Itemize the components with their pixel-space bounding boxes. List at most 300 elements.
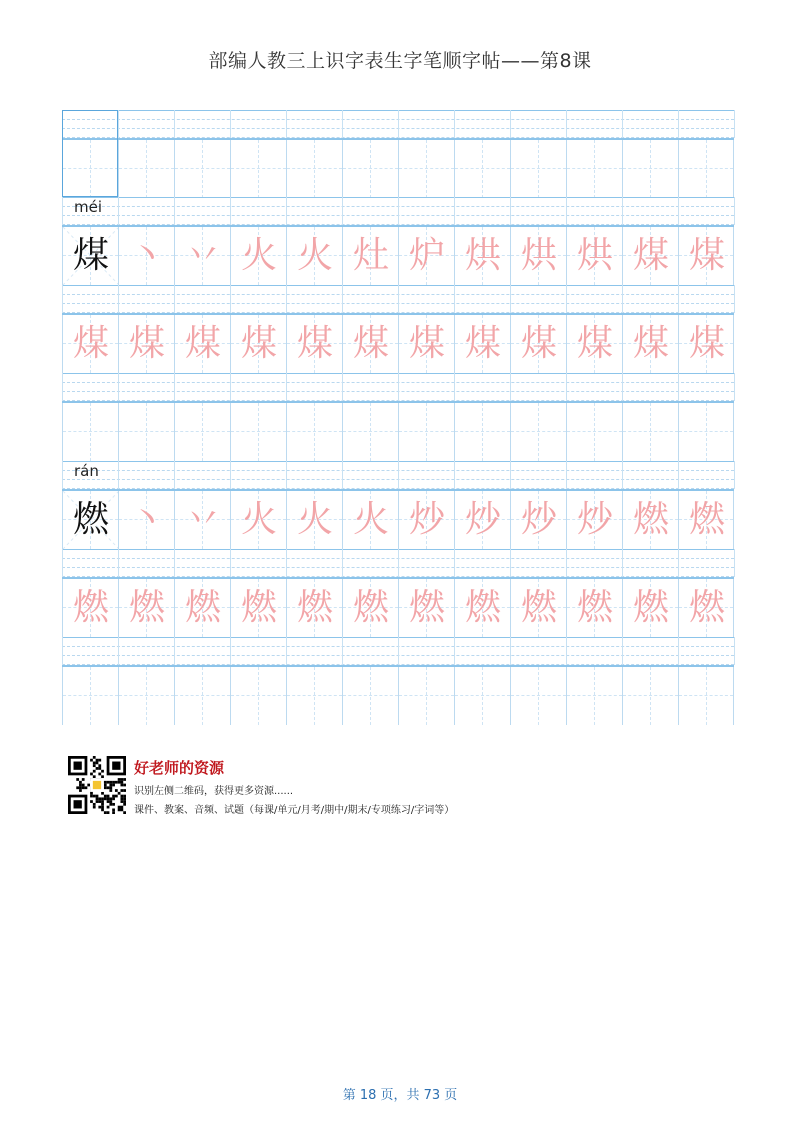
staff-divider xyxy=(62,461,63,489)
stroke-step-character: 丶 xyxy=(128,499,165,540)
trace-character: 燃 xyxy=(72,587,109,628)
staff-divider xyxy=(174,197,175,225)
tian-grid-cell[interactable] xyxy=(174,315,230,373)
tian-grid-cell[interactable] xyxy=(118,491,174,549)
tian-grid-cell[interactable] xyxy=(454,227,510,285)
staff-divider xyxy=(566,461,567,489)
staff-divider xyxy=(510,637,511,665)
cell-guide-horizontal xyxy=(399,695,454,696)
tian-grid-cell[interactable] xyxy=(566,491,622,549)
staff-divider xyxy=(566,373,567,401)
tian-grid-cell[interactable] xyxy=(510,579,566,637)
cell-guide-horizontal xyxy=(623,695,678,696)
cell-guide-vertical xyxy=(650,403,651,461)
tian-grid-cell[interactable] xyxy=(230,403,286,461)
pinyin-band xyxy=(62,637,734,665)
staff-divider xyxy=(398,197,399,225)
tian-grid-cell[interactable] xyxy=(678,403,734,461)
cell-guide-horizontal xyxy=(119,695,174,696)
tian-grid-cell[interactable] xyxy=(118,140,174,198)
tian-grid-cell[interactable] xyxy=(62,491,118,549)
tian-grid-cell[interactable] xyxy=(566,667,622,725)
cell-guide-horizontal xyxy=(175,431,230,432)
cell-guide-horizontal xyxy=(679,695,733,696)
trace-character: 燃 xyxy=(128,587,165,628)
trace-character: 燃 xyxy=(464,587,501,628)
staff-divider xyxy=(678,110,679,138)
tian-grid-cell[interactable] xyxy=(342,315,398,373)
tian-grid-cell[interactable] xyxy=(566,579,622,637)
staff-divider xyxy=(62,285,63,313)
stroke-step-character: 火 xyxy=(296,235,333,276)
staff-divider xyxy=(342,373,343,401)
cell-guide-horizontal xyxy=(119,168,174,169)
cell-guide-horizontal xyxy=(567,168,622,169)
staff-divider xyxy=(230,637,231,665)
pinyin-label: méi xyxy=(74,198,103,216)
staff-divider xyxy=(118,549,119,577)
cell-guide-vertical xyxy=(482,140,483,198)
stroke-step-character: 炒 xyxy=(464,499,501,540)
stroke-step-character: 火 xyxy=(240,499,277,540)
tian-grid-cell[interactable] xyxy=(398,667,454,725)
staff-divider xyxy=(734,373,735,401)
tian-grid-cell[interactable] xyxy=(118,403,174,461)
cell-guide-horizontal xyxy=(511,431,566,432)
staff-divider xyxy=(174,110,175,138)
pinyin-band xyxy=(62,197,734,225)
character-row xyxy=(62,138,734,198)
cell-guide-horizontal xyxy=(231,695,286,696)
staff-divider xyxy=(734,285,735,313)
staff-divider xyxy=(510,285,511,313)
staff-divider xyxy=(398,110,399,138)
staff-divider xyxy=(174,637,175,665)
tian-grid-cell[interactable] xyxy=(118,579,174,637)
staff-divider xyxy=(118,373,119,401)
tian-grid-cell[interactable] xyxy=(62,403,118,461)
cell-guide-horizontal xyxy=(567,431,622,432)
cell-guide-horizontal xyxy=(231,168,286,169)
cell-guide-horizontal xyxy=(623,168,678,169)
promo-headline: 好老师的资源 xyxy=(134,759,225,777)
tian-grid-cell[interactable] xyxy=(286,140,342,198)
tian-grid-cell[interactable] xyxy=(174,667,230,725)
tian-grid-cell[interactable] xyxy=(454,403,510,461)
staff-divider xyxy=(734,637,735,665)
character-row xyxy=(62,313,734,373)
cell-guide-vertical xyxy=(482,403,483,461)
cell-guide-vertical xyxy=(314,403,315,461)
stroke-step-character: 灶 xyxy=(352,235,389,276)
staff-divider xyxy=(118,110,119,138)
staff-divider xyxy=(454,637,455,665)
tian-grid-cell[interactable] xyxy=(678,315,734,373)
tian-grid-cell[interactable] xyxy=(342,491,398,549)
tian-grid-cell[interactable] xyxy=(510,140,566,198)
stroke-step-character: 炉 xyxy=(408,235,445,276)
trace-character: 燃 xyxy=(408,587,445,628)
tian-grid-cell[interactable] xyxy=(398,403,454,461)
stroke-step-character: 烘 xyxy=(576,235,613,276)
character-row xyxy=(62,225,734,285)
trace-character: 燃 xyxy=(576,587,613,628)
cell-guide-vertical xyxy=(314,667,315,725)
cell-guide-vertical xyxy=(538,140,539,198)
cell-guide-horizontal xyxy=(511,168,566,169)
tian-grid-cell[interactable] xyxy=(678,227,734,285)
tian-grid-cell[interactable] xyxy=(398,140,454,198)
stroke-step-character: 丷 xyxy=(184,499,221,540)
trace-character: 煤 xyxy=(240,323,277,364)
cell-guide-vertical xyxy=(370,140,371,198)
staff-divider xyxy=(510,110,511,138)
staff-divider xyxy=(342,549,343,577)
cell-guide-vertical xyxy=(202,403,203,461)
cell-guide-vertical xyxy=(426,667,427,725)
cell-guide-horizontal xyxy=(287,431,342,432)
staff-divider xyxy=(286,373,287,401)
tian-grid-cell[interactable] xyxy=(118,227,174,285)
tian-grid-cell[interactable] xyxy=(342,227,398,285)
stroke-step-character: 煤 xyxy=(688,235,725,276)
staff-divider xyxy=(678,637,679,665)
trace-character: 煤 xyxy=(688,323,725,364)
staff-divider xyxy=(622,461,623,489)
cell-guide-vertical xyxy=(650,140,651,198)
staff-divider xyxy=(454,110,455,138)
cell-guide-horizontal xyxy=(63,431,118,432)
trace-character: 燃 xyxy=(352,587,389,628)
tian-grid-cell[interactable] xyxy=(566,227,622,285)
staff-divider xyxy=(342,461,343,489)
stroke-step-character: 炒 xyxy=(520,499,557,540)
trace-character: 煤 xyxy=(72,323,109,364)
tian-grid-cell[interactable] xyxy=(230,491,286,549)
staff-divider xyxy=(622,637,623,665)
tian-grid-cell[interactable] xyxy=(622,579,678,637)
tian-grid-cell[interactable] xyxy=(622,403,678,461)
tian-grid-cell[interactable] xyxy=(174,491,230,549)
cell-guide-vertical xyxy=(650,667,651,725)
staff-divider xyxy=(342,197,343,225)
pinyin-band xyxy=(62,110,734,138)
trace-character: 煤 xyxy=(520,323,557,364)
cell-guide-horizontal xyxy=(343,695,398,696)
character-row xyxy=(62,401,734,461)
tian-grid-cell[interactable] xyxy=(342,579,398,637)
model-character: 煤 xyxy=(72,235,109,276)
stroke-step-character: 燃 xyxy=(632,499,669,540)
staff-divider xyxy=(622,373,623,401)
blank-header-area xyxy=(62,110,734,197)
cell-guide-vertical xyxy=(594,667,595,725)
tian-grid-cell[interactable] xyxy=(230,315,286,373)
staff-divider xyxy=(342,637,343,665)
tian-grid-cell[interactable] xyxy=(286,315,342,373)
cell-guide-horizontal xyxy=(175,695,230,696)
stroke-step-character: 燃 xyxy=(688,499,725,540)
tian-grid-cell[interactable] xyxy=(118,315,174,373)
cell-guide-vertical xyxy=(706,403,707,461)
tian-grid-cell[interactable] xyxy=(566,403,622,461)
tian-grid-cell[interactable] xyxy=(510,667,566,725)
staff-divider xyxy=(510,461,511,489)
staff-divider xyxy=(230,285,231,313)
cell-guide-horizontal xyxy=(119,431,174,432)
cell-guide-vertical xyxy=(538,403,539,461)
staff-divider xyxy=(174,549,175,577)
staff-divider xyxy=(286,110,287,138)
tian-grid-cell[interactable] xyxy=(622,491,678,549)
cell-guide-horizontal xyxy=(455,431,510,432)
cell-guide-horizontal xyxy=(511,695,566,696)
tian-grid-cell[interactable] xyxy=(286,667,342,725)
cell-guide-horizontal xyxy=(343,431,398,432)
staff-divider xyxy=(62,197,63,225)
tian-grid-cell[interactable] xyxy=(454,579,510,637)
model-character: 燃 xyxy=(72,499,109,540)
tian-grid-cell[interactable] xyxy=(398,227,454,285)
stroke-step-character: 煤 xyxy=(632,235,669,276)
staff-divider xyxy=(622,110,623,138)
staff-divider xyxy=(566,549,567,577)
cell-guide-vertical xyxy=(370,403,371,461)
staff-divider xyxy=(510,549,511,577)
trace-character: 燃 xyxy=(296,587,333,628)
tian-grid-cell[interactable] xyxy=(622,667,678,725)
staff-divider xyxy=(118,285,119,313)
cell-guide-horizontal xyxy=(623,431,678,432)
tian-grid-cell[interactable] xyxy=(622,315,678,373)
cell-guide-vertical xyxy=(258,667,259,725)
staff-divider xyxy=(734,110,735,138)
staff-divider xyxy=(230,461,231,489)
cell-guide-vertical xyxy=(202,667,203,725)
tian-grid-cell[interactable] xyxy=(174,140,230,198)
staff-divider xyxy=(286,461,287,489)
staff-divider xyxy=(118,197,119,225)
pinyin-band xyxy=(62,285,734,313)
staff-divider xyxy=(622,549,623,577)
tian-grid-cell[interactable] xyxy=(566,140,622,198)
cell-guide-vertical xyxy=(482,667,483,725)
trace-character: 煤 xyxy=(352,323,389,364)
tian-grid-cell[interactable] xyxy=(62,227,118,285)
trace-character: 燃 xyxy=(184,587,221,628)
stroke-step-character: 烘 xyxy=(464,235,501,276)
tian-grid-cell[interactable] xyxy=(342,140,398,198)
cell-guide-horizontal xyxy=(399,168,454,169)
trace-character: 燃 xyxy=(240,587,277,628)
staff-divider xyxy=(622,285,623,313)
staff-divider xyxy=(286,197,287,225)
tian-grid-cell[interactable] xyxy=(62,579,118,637)
cell-guide-horizontal xyxy=(455,695,510,696)
staff-divider xyxy=(230,110,231,138)
tian-grid-cell[interactable] xyxy=(678,491,734,549)
tian-grid-cell[interactable] xyxy=(454,667,510,725)
promo-line-1: 识别左侧二维码，获得更多资源...... xyxy=(134,786,294,797)
trace-character: 煤 xyxy=(576,323,613,364)
tian-grid-cell[interactable] xyxy=(62,667,118,725)
cell-guide-horizontal xyxy=(679,431,733,432)
staff-divider xyxy=(734,549,735,577)
stroke-step-character: 炒 xyxy=(576,499,613,540)
staff-divider xyxy=(62,637,63,665)
cell-guide-horizontal xyxy=(175,168,230,169)
tian-grid-cell[interactable] xyxy=(678,667,734,725)
staff-divider xyxy=(62,549,63,577)
tian-grid-cell[interactable] xyxy=(566,315,622,373)
staff-divider xyxy=(230,197,231,225)
tian-grid-cell[interactable] xyxy=(286,491,342,549)
tian-grid-cell[interactable] xyxy=(174,579,230,637)
staff-divider xyxy=(398,637,399,665)
trace-character: 燃 xyxy=(632,587,669,628)
tian-grid-cell[interactable] xyxy=(510,315,566,373)
tian-grid-cell[interactable] xyxy=(398,579,454,637)
tian-grid-cell[interactable] xyxy=(510,403,566,461)
cell-guide-vertical xyxy=(202,140,203,198)
tian-grid-cell[interactable] xyxy=(118,667,174,725)
tian-grid-cell[interactable] xyxy=(286,579,342,637)
staff-divider xyxy=(566,110,567,138)
staff-divider xyxy=(622,197,623,225)
trace-character: 煤 xyxy=(296,323,333,364)
page-title: 部编人教三上识字表生字笔顺字帖——第8课 xyxy=(208,50,592,72)
cell-guide-vertical xyxy=(90,667,91,725)
staff-divider xyxy=(398,549,399,577)
selected-empty-cell[interactable] xyxy=(62,110,118,197)
tian-grid-cell[interactable] xyxy=(678,140,734,198)
practice-grid xyxy=(62,110,734,725)
cell-guide-horizontal xyxy=(63,695,118,696)
cell-guide-vertical xyxy=(426,140,427,198)
cell-guide-vertical xyxy=(146,667,147,725)
tian-grid-cell[interactable] xyxy=(678,579,734,637)
staff-divider xyxy=(454,285,455,313)
tian-grid-cell[interactable] xyxy=(174,227,230,285)
staff-divider xyxy=(174,461,175,489)
promo-line-2: 课件、教案、音频、试题（每课/单元/月考/期中/期末/专项练习/字词等） xyxy=(134,805,455,816)
cell-guide-horizontal xyxy=(399,431,454,432)
pinyin-band xyxy=(62,549,734,577)
staff-divider xyxy=(398,373,399,401)
tian-grid-cell[interactable] xyxy=(62,315,118,373)
trace-character: 燃 xyxy=(520,587,557,628)
cell-guide-vertical xyxy=(706,667,707,725)
staff-divider xyxy=(454,197,455,225)
stroke-step-character: 丷 xyxy=(184,235,221,276)
staff-divider xyxy=(342,285,343,313)
staff-divider xyxy=(566,197,567,225)
pinyin-band xyxy=(62,373,734,401)
tian-grid-cell[interactable] xyxy=(174,403,230,461)
cell-guide-vertical xyxy=(146,140,147,198)
tian-grid-cell[interactable] xyxy=(342,667,398,725)
staff-divider xyxy=(398,461,399,489)
trace-character: 煤 xyxy=(464,323,501,364)
staff-divider xyxy=(678,197,679,225)
cell-guide-horizontal xyxy=(567,695,622,696)
tian-grid-cell[interactable] xyxy=(230,140,286,198)
cell-guide-horizontal xyxy=(679,168,733,169)
stroke-step-character: 火 xyxy=(296,499,333,540)
staff-divider xyxy=(454,461,455,489)
tian-grid-cell[interactable] xyxy=(286,227,342,285)
stroke-step-character: 火 xyxy=(240,235,277,276)
tian-grid-cell[interactable] xyxy=(398,315,454,373)
staff-divider xyxy=(342,110,343,138)
staff-divider xyxy=(230,549,231,577)
tian-grid-cell[interactable] xyxy=(454,491,510,549)
tian-grid-cell[interactable] xyxy=(454,315,510,373)
tian-grid-cell[interactable] xyxy=(342,403,398,461)
qr-code-icon[interactable] xyxy=(68,756,126,814)
cell-guide-vertical xyxy=(146,403,147,461)
staff-divider xyxy=(286,637,287,665)
trace-character: 煤 xyxy=(632,323,669,364)
tian-grid-cell[interactable] xyxy=(510,491,566,549)
cell-guide-vertical xyxy=(538,667,539,725)
tian-grid-cell[interactable] xyxy=(622,140,678,198)
cell-guide-horizontal xyxy=(231,431,286,432)
staff-divider xyxy=(566,637,567,665)
trace-character: 煤 xyxy=(408,323,445,364)
trace-character: 燃 xyxy=(688,587,725,628)
staff-divider xyxy=(678,285,679,313)
tian-grid-cell[interactable] xyxy=(230,227,286,285)
tian-grid-cell[interactable] xyxy=(398,491,454,549)
staff-divider xyxy=(118,461,119,489)
cell-guide-vertical xyxy=(314,140,315,198)
tian-grid-cell[interactable] xyxy=(230,667,286,725)
tian-grid-cell[interactable] xyxy=(230,579,286,637)
stroke-step-character: 炒 xyxy=(408,499,445,540)
staff-divider xyxy=(286,285,287,313)
cell-guide-vertical xyxy=(90,403,91,461)
tian-grid-cell[interactable] xyxy=(510,227,566,285)
staff-divider xyxy=(230,373,231,401)
character-row xyxy=(62,489,734,549)
staff-divider xyxy=(398,285,399,313)
cell-guide-vertical xyxy=(426,403,427,461)
staff-divider xyxy=(510,373,511,401)
cell-guide-vertical xyxy=(594,403,595,461)
stroke-step-character: 烘 xyxy=(520,235,557,276)
cell-guide-horizontal xyxy=(455,168,510,169)
pinyin-band xyxy=(62,461,734,489)
trace-character: 煤 xyxy=(128,323,165,364)
cell-guide-vertical xyxy=(594,140,595,198)
cell-guide-vertical xyxy=(258,403,259,461)
cell-guide-vertical xyxy=(258,140,259,198)
pinyin-label: rán xyxy=(74,462,99,480)
tian-grid-cell[interactable] xyxy=(622,227,678,285)
tian-grid-cell[interactable] xyxy=(454,140,510,198)
staff-divider xyxy=(62,373,63,401)
staff-divider xyxy=(734,461,735,489)
tian-grid-cell[interactable] xyxy=(286,403,342,461)
staff-divider xyxy=(678,373,679,401)
cell-guide-vertical xyxy=(370,667,371,725)
staff-divider xyxy=(174,285,175,313)
page-footer: 第 18 页，共 73 页 xyxy=(342,1088,458,1103)
staff-divider xyxy=(454,549,455,577)
stroke-step-character: 丶 xyxy=(128,235,165,276)
stroke-step-character: 火 xyxy=(352,499,389,540)
